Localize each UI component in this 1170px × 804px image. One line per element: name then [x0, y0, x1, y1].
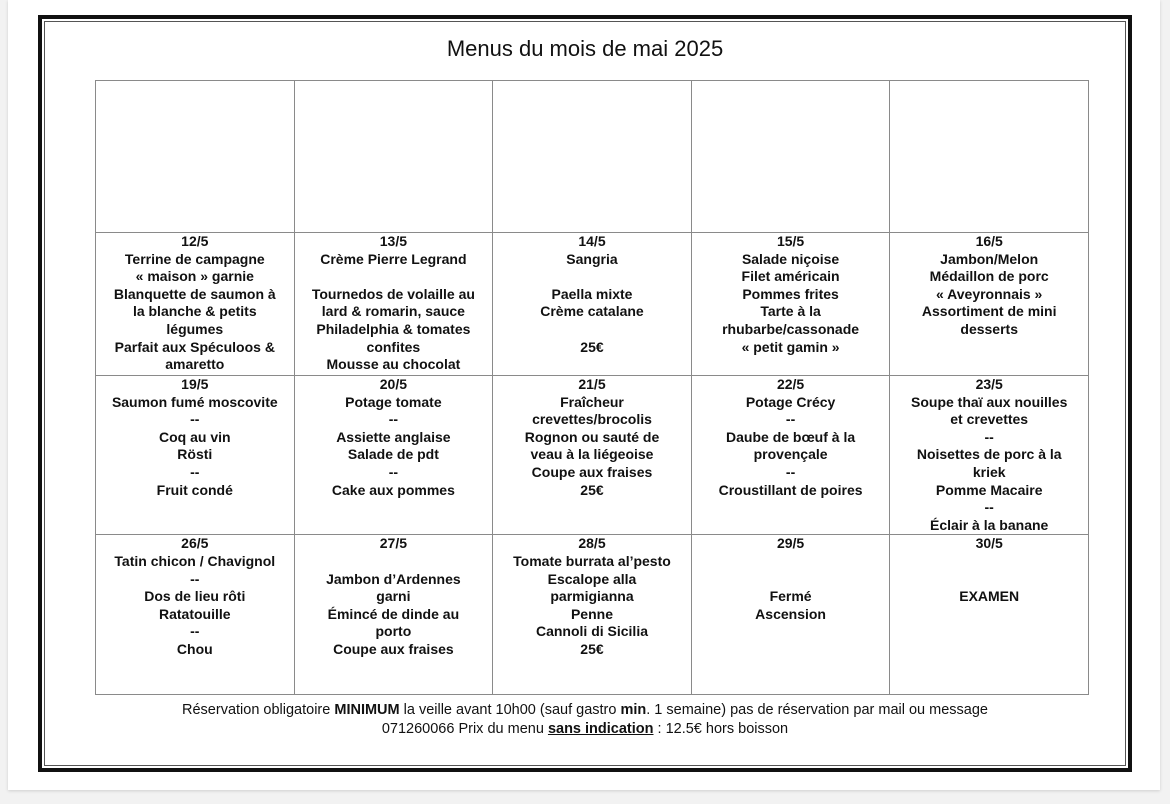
day-cell-15-5 [691, 233, 890, 376]
menu-line: -- [785, 411, 796, 428]
day-cell-12-5 [96, 233, 295, 376]
day-date: 30/5 [975, 535, 1003, 552]
day-cell [691, 81, 890, 233]
menu-line: Paella mixte [551, 285, 633, 302]
menu-line: confites [366, 338, 421, 355]
day-cell-28-5 [493, 535, 692, 695]
menu-line: Assiette anglaise [336, 428, 451, 445]
menu-line: -- [388, 411, 399, 428]
menu-line: Daube de bœuf à la [726, 428, 856, 445]
day-cell [294, 81, 493, 233]
menu-line [495, 268, 689, 286]
menu-line: « Aveyronnais » [936, 285, 1043, 302]
menu-line: crevettes/brocolis [532, 411, 652, 428]
menu-line: -- [388, 463, 399, 480]
menu-line: Rognon ou sauté de [524, 428, 660, 445]
day-date: 21/5 [578, 376, 606, 392]
day-cell [493, 81, 692, 233]
menu-line: Sangria [566, 250, 618, 267]
week-row-2 [96, 233, 1089, 376]
menu-line: Tomate burrata al’pesto [513, 552, 671, 569]
menu-line: Rösti [177, 446, 213, 463]
menu-line: Penne [570, 605, 613, 622]
menu-line: Crème catalane [540, 303, 644, 320]
menu-line: Potage Crécy [745, 393, 836, 410]
day-cell-26-5 [96, 535, 295, 695]
footer-line-1 [42, 701, 1128, 720]
day-date: 23/5 [975, 376, 1003, 392]
day-cell-30-5 [890, 535, 1089, 695]
day-date: 15/5 [776, 233, 805, 249]
menu-line: 25€ [580, 338, 604, 355]
footer-underlined: sans indication [547, 721, 654, 737]
week-row-3 [96, 376, 1089, 535]
menu-line: 25€ [580, 640, 604, 657]
footer-emphasis: min [620, 702, 647, 718]
menu-line: Pomme Macaire [935, 481, 1043, 498]
day-date: 26/5 [181, 535, 209, 552]
menu-table [95, 80, 1089, 695]
menu-line: Cannoli di Sicilia [535, 623, 648, 640]
menu-line [297, 268, 491, 286]
menu-line [694, 553, 888, 571]
menu-line [892, 571, 1086, 589]
menu-line: Pommes frites [742, 285, 839, 302]
menu-line [297, 553, 491, 571]
menu-line: Émincé de dinde au [327, 605, 460, 622]
menu-line: Ascension [755, 605, 826, 622]
day-date: 19/5 [181, 376, 209, 392]
day-date: 14/5 [578, 233, 606, 249]
menu-line: Fraîcheur [560, 393, 624, 410]
footer-text: . 1 semaine) pas de réservation par mail ou message [646, 702, 988, 718]
week-row-4 [96, 535, 1089, 695]
menu-line: Coq au vin [159, 428, 231, 445]
menu-line: Parfait aux Spéculoos & [114, 338, 275, 355]
menu-line: Blanquette de saumon à [113, 285, 276, 302]
menu-line: provençale [753, 446, 828, 463]
menu-line: Fermé [769, 588, 812, 605]
day-cell-21-5 [493, 376, 692, 535]
menu-line: Cake aux pommes [331, 481, 455, 498]
footer-text: Réservation obligatoire [182, 702, 335, 718]
page-title: Menus du mois de mai 2025 [446, 36, 724, 61]
menu-line: EXAMEN [959, 588, 1020, 605]
day-cell-14-5 [493, 233, 692, 376]
menu-line: Croustillant de poires [718, 481, 863, 498]
footer-text: : 12.5€ hors boisson [653, 721, 789, 737]
menu-line [495, 321, 689, 339]
menu-line: Tarte à la [760, 303, 821, 320]
document-page [8, 0, 1160, 790]
day-cell-29-5 [691, 535, 890, 695]
menu-line: « maison » garnie [135, 268, 254, 285]
menu-line: Mousse au chocolat [326, 356, 461, 373]
day-date: 22/5 [776, 376, 805, 392]
menu-line: -- [190, 623, 200, 640]
menu-line: Filet américain [741, 268, 840, 285]
day-date: 12/5 [181, 233, 209, 249]
menu-line: Ratatouille [159, 605, 231, 622]
menu-line: Médaillon de porc [929, 268, 1049, 285]
menu-line: Escalope alla [547, 570, 637, 587]
day-date: 27/5 [379, 535, 408, 552]
menu-line [892, 553, 1086, 571]
day-cell-20-5 [294, 376, 493, 535]
menu-line: Coupe aux fraises [333, 640, 454, 657]
menu-line: -- [190, 570, 200, 587]
menu-line: Coupe aux fraises [531, 463, 653, 480]
menu-line: Crème Pierre Legrand [320, 250, 467, 267]
day-cell-23-5 [890, 376, 1089, 535]
day-cell [890, 81, 1089, 233]
menu-line: « petit gamin » [741, 338, 840, 355]
menu-line: -- [190, 463, 200, 480]
menu-line: Éclair à la banane [930, 516, 1049, 533]
menu-line: veau à la liégeoise [530, 446, 654, 463]
menu-line: parmigianna [550, 588, 634, 605]
menu-line: 25€ [580, 481, 604, 498]
menu-line: porto [375, 623, 412, 640]
day-cell [96, 81, 295, 233]
menu-line: Dos de lieu rôti [144, 588, 246, 605]
menu-frame [38, 15, 1132, 772]
menu-line: Noisettes de porc à la [916, 446, 1062, 463]
menu-line: Jambon d’Ardennes [326, 570, 461, 587]
day-date: 13/5 [379, 233, 408, 249]
day-cell-27-5 [294, 535, 493, 695]
menu-line: légumes [166, 320, 224, 337]
menu-line: Jambon/Melon [940, 250, 1039, 267]
footer-text: 071260066 Prix du menu [381, 721, 548, 737]
menu-line: la blanche & petits [132, 303, 257, 320]
day-date: 20/5 [379, 376, 408, 392]
day-cell-16-5 [890, 233, 1089, 376]
menu-line: lard & romarin, sauce [321, 303, 465, 320]
menu-line: et crevettes [950, 411, 1029, 428]
menu-line: Assortiment de mini [921, 303, 1057, 320]
day-date: 28/5 [578, 535, 606, 552]
menu-line: desserts [960, 320, 1018, 337]
menu-line: Tournedos de volaille au [311, 285, 475, 302]
menu-line: Terrine de campagne [124, 250, 265, 267]
menu-line: Potage tomate [345, 393, 442, 410]
menu-line: garni [376, 588, 411, 605]
menu-line: Philadelphia & tomates [316, 320, 471, 337]
menu-line: Chou [176, 640, 213, 657]
menu-line: Soupe thaï aux nouilles [911, 393, 1068, 410]
day-cell-13-5 [294, 233, 493, 376]
day-date: 16/5 [975, 233, 1003, 249]
menu-line: -- [984, 499, 994, 516]
footer-text: la veille avant 10h00 (sauf gastro [399, 702, 621, 718]
menu-line: kriek [972, 463, 1006, 480]
menu-line: -- [785, 463, 796, 480]
menu-line: Tatin chicon / Chavignol [114, 552, 276, 569]
menu-line: -- [190, 411, 200, 428]
day-cell-22-5 [691, 376, 890, 535]
week-row-1 [96, 81, 1089, 233]
day-date: 29/5 [776, 535, 805, 552]
reservation-footer [42, 701, 1128, 739]
menu-line: rhubarbe/cassonade [722, 320, 860, 337]
menu-line: -- [984, 428, 994, 445]
footer-line-2 [42, 720, 1128, 739]
day-cell-19-5 [96, 376, 295, 535]
menu-line: amaretto [165, 356, 225, 373]
menu-line: Saumon fumé moscovite [111, 393, 278, 410]
menu-line: Salade de pdt [347, 446, 439, 463]
menu-line: Fruit condé [156, 481, 233, 498]
footer-emphasis: MINIMUM [334, 702, 400, 718]
menu-line [694, 571, 888, 589]
menu-line: Salade niçoise [741, 250, 840, 267]
